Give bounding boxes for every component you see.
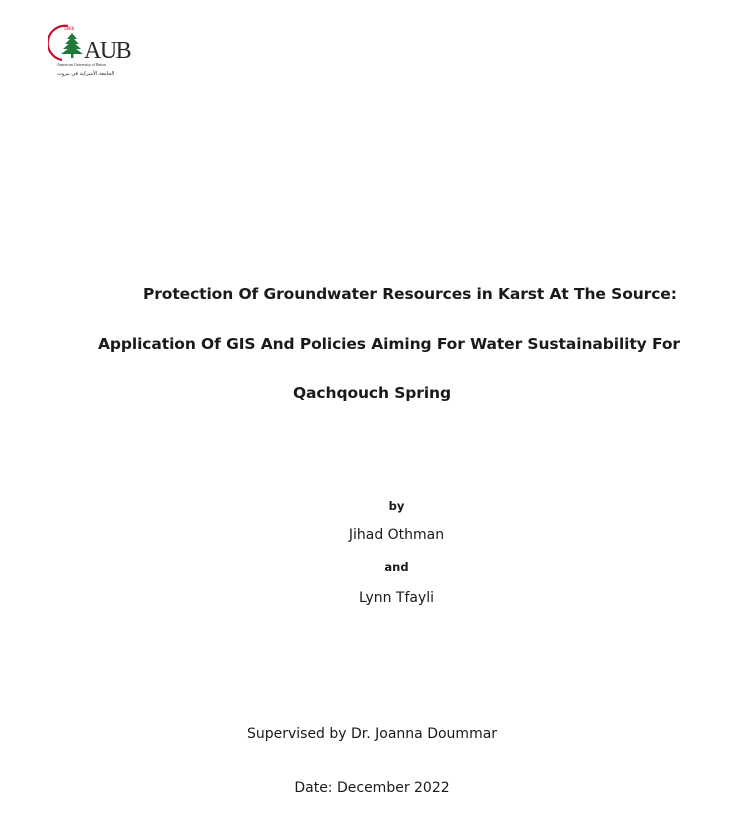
title-line-2: Application Of GIS And Policies Aiming For Water Sustainability For — [98, 335, 680, 353]
cedar-icon — [61, 33, 83, 58]
title-line-3: Qachqouch Spring — [292, 384, 451, 402]
logo-arabic: الجامعة الأميركية في بيروت — [57, 71, 115, 77]
aub-logo-mark — [48, 20, 143, 82]
author-1: Jihad Othman — [348, 527, 445, 543]
by-label: by — [388, 499, 405, 513]
logo-english: American University of Beirut — [57, 62, 106, 67]
supervisor-line: Supervised by Dr. Joanna Doummar — [246, 726, 498, 742]
date-line: Date: December 2022 — [294, 780, 450, 796]
author-2: Lynn Tfayli — [358, 590, 435, 606]
logo-year: 1866 — [63, 26, 75, 31]
title-line-1: Protection Of Groundwater Resources in Karst At The Source: — [143, 285, 677, 303]
logo-wordmark: AUB — [84, 38, 131, 64]
and-label: and — [384, 560, 409, 574]
aub-logo — [48, 20, 143, 82]
